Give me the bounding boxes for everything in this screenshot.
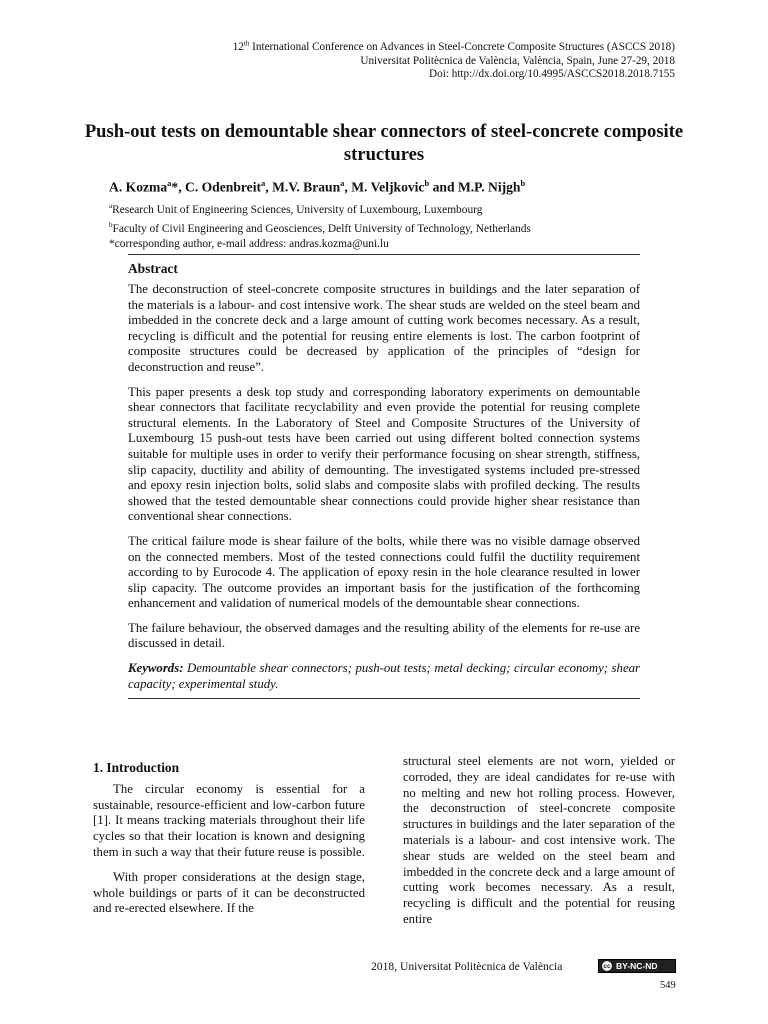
creative-commons-icon: cc — [601, 960, 613, 972]
body-paragraph: structural steel elements are not worn, yielded or corroded, they are ideal candidates for re-use with no melting and new hot rolling process. However, the deconstruction of steel-concrete composite structures in buildings and the later separation of the materials is a labour- and cost intensive work. The shear studs are welded on the steel beam and imbedded in the concrete deck and a large amount of cutting work becomes necessary. As a result, recycling is difficult and the potential for reusing entire — [403, 754, 675, 926]
section-heading: 1. Introduction — [93, 760, 180, 775]
body-paragraph: The circular economy is essential for a sustainable, resource-efficient and low-carbon future [1]. It means tracking materials throughout their life cycles so that their location is known and designing them in such a way that their future reuse is possible. — [93, 781, 365, 859]
author: A. Kozma — [109, 179, 168, 195]
author-list: A. Kozma$^a$*, C. Odenbreit$^a$, M.V. Braun$^a$, M. Veljkovic$^b$ and M.P. Nijgh$^b$ — [109, 178, 526, 195]
conference-line: 12th International Conference on Advances in Steel-Concrete Composite Structures (ASCCS 2018) — [232, 39, 675, 53]
keywords-text: Demountable shear connectors; push-out tests; metal decking; circular economy; shear capacity; experimental study. — [128, 661, 640, 691]
author: M.V. Braun — [272, 179, 341, 195]
conference-header — [233, 41, 675, 82]
affiliation-b: $^b$Faculty of Civil Engineering and Geosciences, Delft University of Technology, Netherlands — [109, 221, 531, 235]
doi-line[interactable]: Doi: http://dx.doi.org/10.4995/ASCCS2018.2018.7155 — [429, 68, 675, 81]
left-column — [93, 760, 365, 926]
license-text: BY-NC-ND — [616, 961, 658, 971]
keywords-label: Keywords: — [128, 661, 184, 676]
abstract-paragraph: The failure behaviour, the observed damages and the resulting ability of the elements for re-use are discussed in detail. — [128, 620, 640, 651]
author: C. Odenbreit — [184, 179, 262, 195]
abstract-box — [128, 254, 640, 699]
university-line: Universitat Politècnica de València, València, Spain, June 27-29, 2018 — [360, 54, 675, 67]
abstract-heading: Abstract — [128, 261, 178, 276]
abstract-paragraph: This paper presents a desk top study and corresponding laboratory experiments on demountable shear connectors that facilitate recyclability and even provide the potential for reusing complete structural elements. In the Laboratory of Steel and Composite Structures of the University of Luxembourg 15 push-out tests have been carried out using different bolted connection systems suitable for multiple uses in order to verify their performance focusing on shear strength, stiffness, slip capacity, ductility and ability of demounting. The investigated systems included pre-stressed and epoxy resin injection bolts, solid slabs and composite slabs with profiled decking. The results showed that the tested demountable shear connections could provide higher shear resistance than conventional shear connections. — [128, 384, 640, 524]
body-paragraph: With proper considerations at the design stage, whole buildings or parts of it can be deconstructed and re-erected elsewhere. If the — [93, 869, 365, 916]
author: M.P. Nijgh — [457, 179, 521, 195]
corresponding-author: *corresponding author, e-mail address: andras.kozma@uni.lu — [109, 238, 389, 251]
page-number: 549 — [660, 980, 676, 991]
license-badge[interactable] — [598, 959, 676, 973]
affiliations — [109, 199, 531, 252]
right-column — [403, 754, 675, 937]
paper-title: Push-out tests on demountable shear connectors of steel-concrete composite structures — [84, 121, 684, 165]
publisher-footer: 2018, Universitat Politècnica de València — [371, 960, 563, 973]
affiliation-a: $^a$Research Unit of Engineering Sciences, University of Luxembourg, Luxembourg — [109, 202, 483, 216]
abstract-paragraph: The deconstruction of steel-concrete composite structures in buildings and the later separation of the materials is a labour- and cost intensive work. The shear studs are welded on the steel beam and imbedded in the concrete deck and a large amount of cutting work becomes necessary. As a result, recycling is difficult and the potential for reusing entire elements is lost. The carbon footprint of composite structures could be decreased by application of the principles of “design for deconstruction and reuse”. — [128, 282, 640, 374]
author: M. Veljkovic — [351, 179, 425, 195]
keywords — [128, 661, 640, 692]
abstract-paragraph: The critical failure mode is shear failure of the bolts, while there was no visible damage observed on the connected members. Most of the tested connections could fulfil the ductility requirement according to by Eurocode 4. The application of epoxy resin in the hole clearance resulted in lower slip capacity. The outcome provides an important basis for the justification of the forthcoming enhancement and validation of numerical models of the demountable shear connections. — [128, 533, 640, 611]
